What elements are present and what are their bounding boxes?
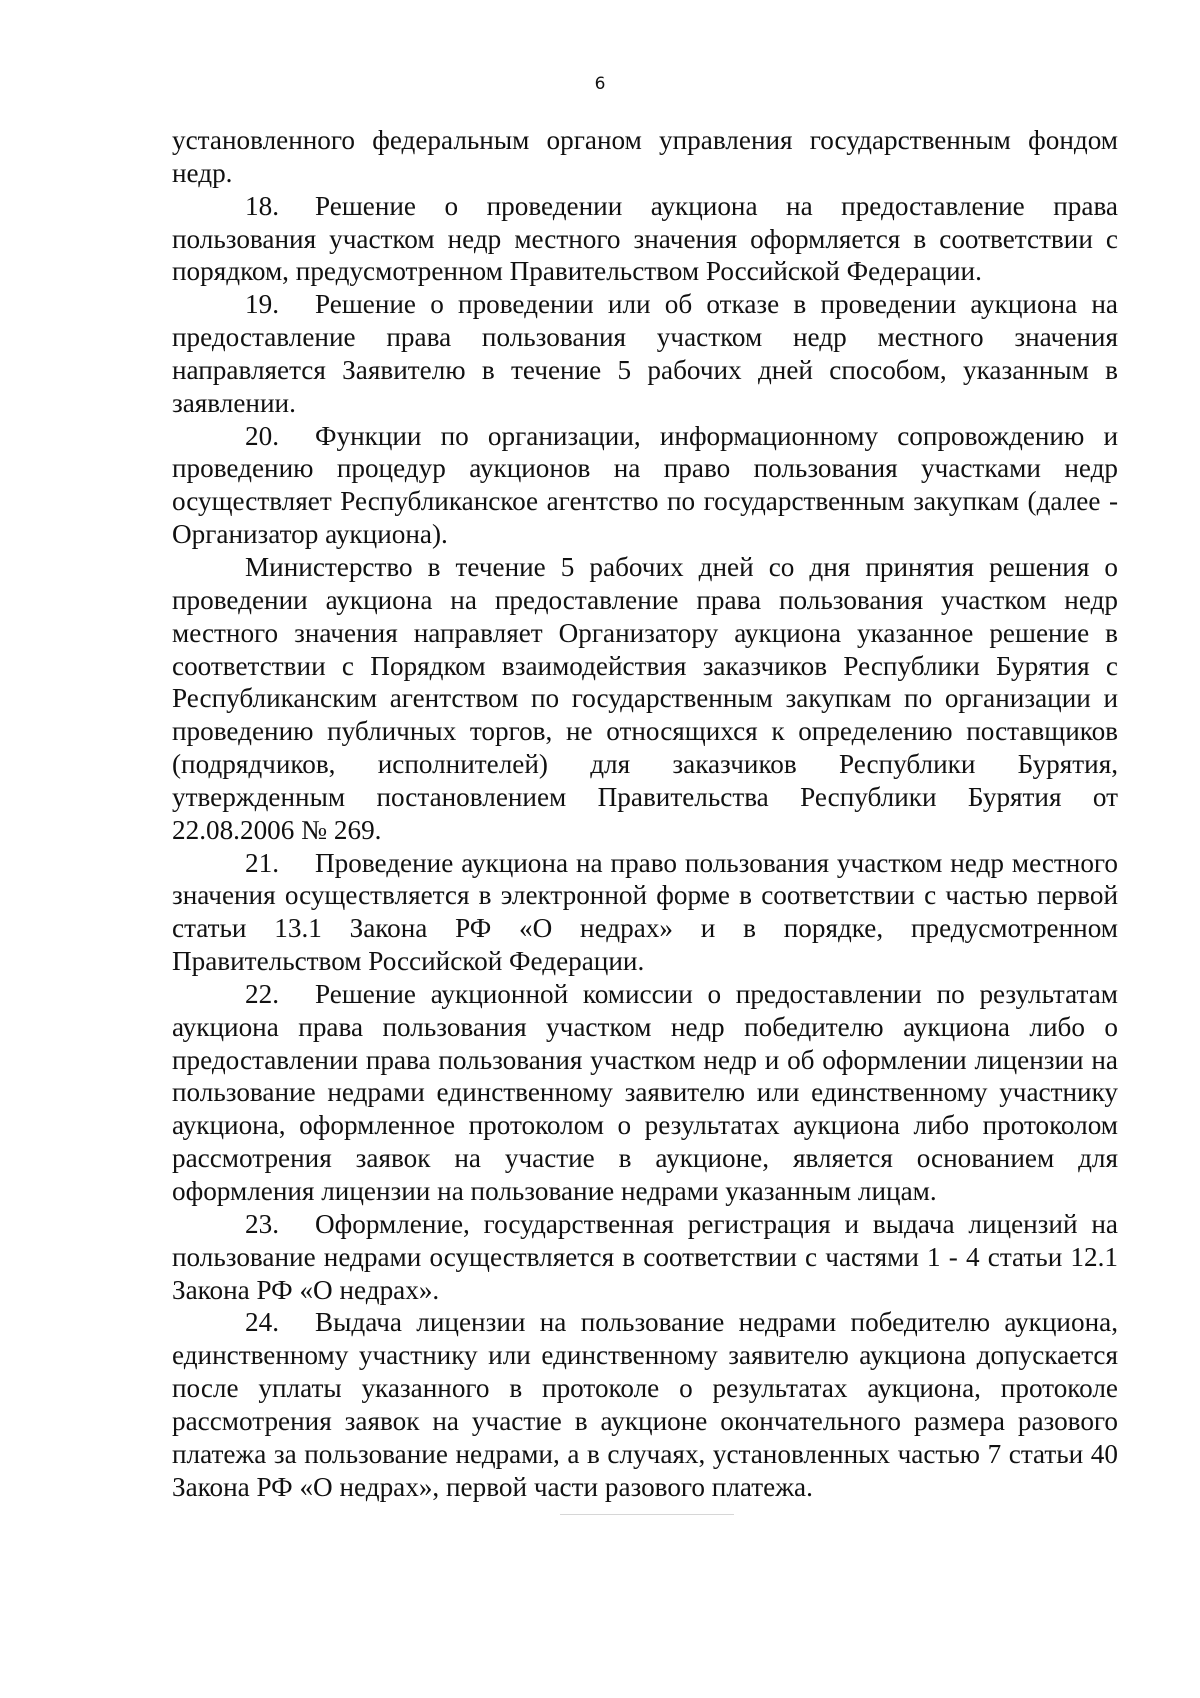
clause-number: 23. bbox=[245, 1208, 279, 1239]
clause-text: Оформление, государственная регистрация и выдача лицензий на пользование недрами осуществляется в соответствии с частями 1 - 4 статьи 12.1 Закона РФ «О недрах». bbox=[172, 1208, 1118, 1305]
clause-text: Проведение аукциона на право пользования участком недр местного значения осуществляется в электронной форме в соответствии с частью первой статьи 13.1 Закона РФ «О недрах» и в порядке, предусмотренном Правительством Российской Федерации. bbox=[172, 847, 1118, 977]
clause-number: 18. bbox=[245, 190, 279, 221]
clause-20-paragraph-2: Министерство в течение 5 рабочих дней со дня принятия решения о проведении аукциона на предоставление права пользования участком недр местного значения направляет Организатору аукциона указанное решение в соответствии с Порядком взаимодействия заказчиков Республики Бурятия с Республиканским агентством по государственным закупкам по организации и проведению публичных торгов, не относящихся к определению поставщиков (подрядчиков, исполнителей) для заказчиков Республики Бурятия, утвержденным постановлением Правительства Республики Бурятия от 22.08.2006 № 269. bbox=[172, 551, 1118, 845]
clause-number: 21. bbox=[245, 847, 279, 878]
clause-text: Функции по организации, информационному сопровождению и проведению процедур аукционов на право пользования участками недр осуществляет Республиканское агентство по государственным закупкам (далее - Организатор аукциона). bbox=[172, 420, 1118, 550]
clause-21 bbox=[172, 847, 1118, 978]
clause-18 bbox=[172, 190, 1118, 289]
clause-number: 20. bbox=[245, 420, 279, 451]
clause-19 bbox=[172, 288, 1118, 419]
closing-divider bbox=[560, 1514, 734, 1515]
page-number: 6 bbox=[594, 74, 606, 94]
clause-number: 24. bbox=[245, 1307, 279, 1338]
clause-22 bbox=[172, 978, 1118, 1208]
clause-number: 19. bbox=[245, 289, 279, 320]
clause-20 bbox=[172, 420, 1118, 551]
clause-24 bbox=[172, 1306, 1118, 1503]
continuation-paragraph: установленного федеральным органом управления государственным фондом недр. bbox=[172, 125, 1118, 188]
clause-text: Выдача лицензии на пользование недрами победителю аукциона, единственному участнику или единственному заявителю аукциона допускается после уплаты указанного в протоколе о результатах аукциона, протоколе рассмотрения заявок на участие в аукционе окончательного размера разового платежа за пользование недрами, а в случаях, установленных частью 7 статьи 40 Закона РФ «О недрах», первой части разового платежа. bbox=[172, 1307, 1118, 1502]
clause-text: Решение о проведении аукциона на предоставление права пользования участком недр местного значения оформляется в соответствии с порядком, предусмотренном Правительством Российской Федерации. bbox=[172, 190, 1118, 287]
clause-number: 22. bbox=[245, 978, 279, 1009]
clause-text: Решение аукционной комиссии о предоставлении по результатам аукциона права пользования участком недр победителю аукциона либо о предоставлении права пользования участком недр и об оформлении лицензии на пользование недрами единственному заявителю или единственному участнику аукциона, оформленное протоколом о результатах аукциона либо протоколом рассмотрения заявок на участие в аукционе, является основанием для оформления лицензии на пользование недрами указанным лицам. bbox=[172, 978, 1118, 1206]
clause-text: Решение о проведении или об отказе в проведении аукциона на предоставление права пользования участком недр местного значения направляется Заявителю в течение 5 рабочих дней способом, указанным в заявлении. bbox=[172, 289, 1118, 418]
document-body bbox=[172, 124, 1118, 1503]
clause-23 bbox=[172, 1208, 1118, 1307]
